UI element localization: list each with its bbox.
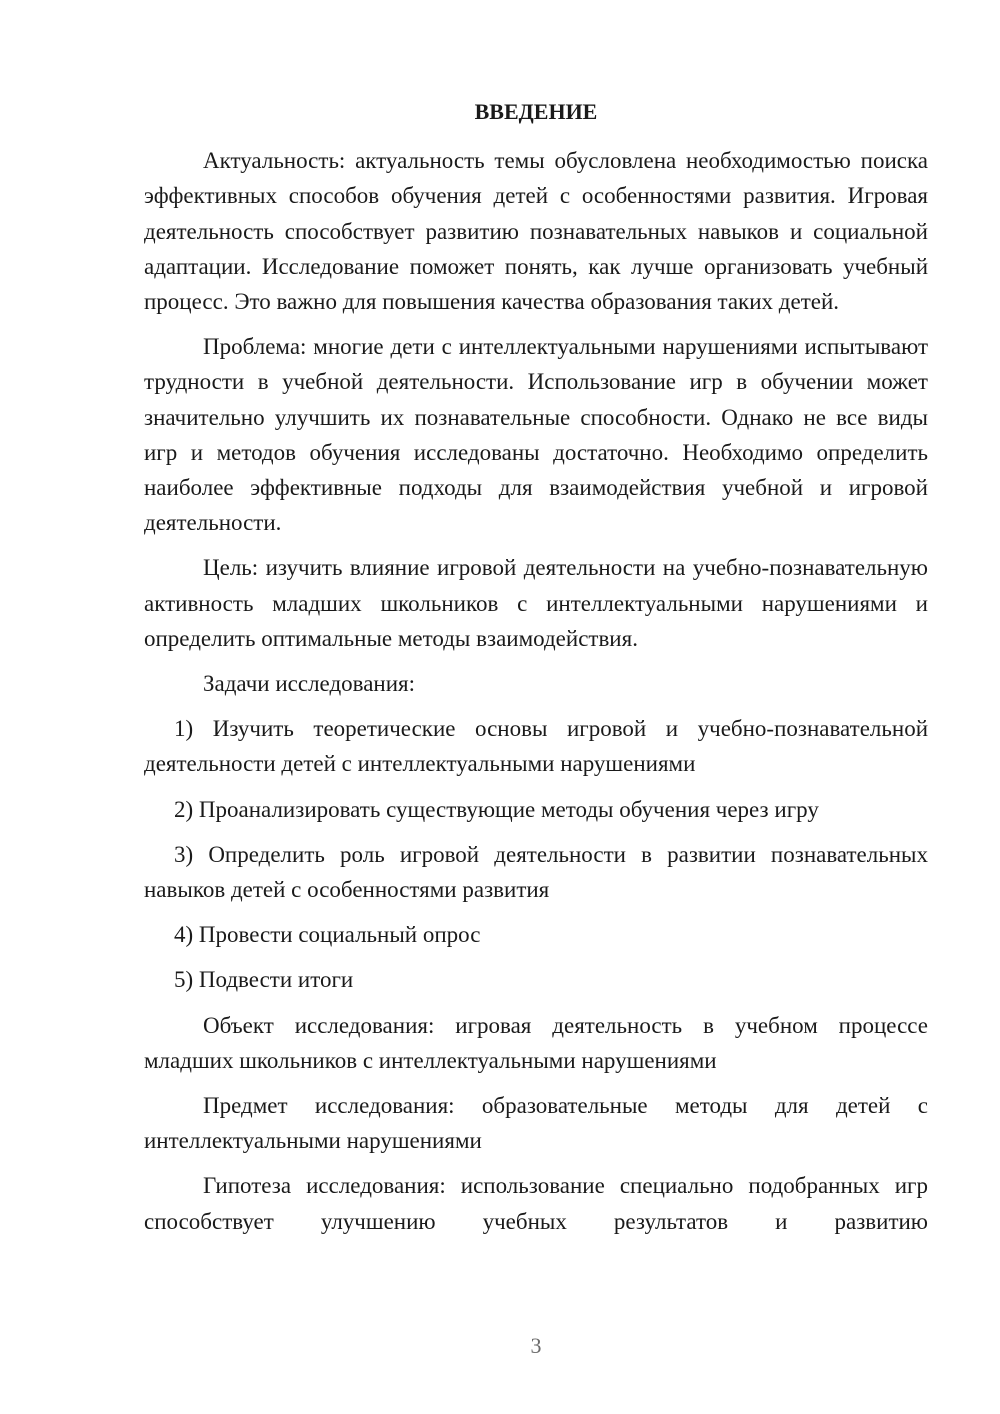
page-number: 3 [530, 1333, 542, 1358]
problem-paragraph: Проблема: многие дети с интеллектуальными нарушениями испытывают трудности в учебной деятельности. Использование игр в обучении может значительно улучшить их познавательные способности. Однако не все виды игр и методов обучения исследованы достаточно. Необходимо определить наиболее эффективные подходы для взаимодействия учебной и игровой деятельности. [144, 334, 928, 536]
tasks-heading: Задачи исследования: [203, 671, 416, 697]
relevance-paragraph: Актуальность: актуальность темы обусловлена необходимостью поиска эффективных способов обучения детей с особенностями развития. Игровая деятельность способствует развитию познавательных навыков и социальной адаптации. Исследование поможет понять, как лучше организовать учебный процесс. Это важно для повышения качества образования таких детей. [144, 148, 928, 315]
subject-paragraph: Предмет исследования: образовательные методы для детей с интеллектуальными нарушениями [144, 1093, 928, 1154]
hypothesis-paragraph: Гипотеза исследования: использование специально подобранных игр способствует улучшению учебных результатов и развитию [144, 1173, 928, 1234]
object-paragraph: Объект исследования: игровая деятельность в учебном процессе младших школьников с интеллектуальными нарушениями [144, 1012, 928, 1073]
document-body [144, 94, 928, 1249]
goal-paragraph: Цель: изучить влияние игровой деятельности на учебно-познавательную активность младших школьников с интеллектуальными нарушениями и определить оптимальные методы взаимодействия. [144, 555, 928, 651]
section-title: ВВЕДЕНИЕ [474, 99, 598, 124]
task-item: 1) Изучить теоретические основы игровой и учебно-познавательной деятельности детей с интеллектуальными нарушениями [144, 716, 928, 777]
task-item: 4) Провести социальный опрос [174, 922, 481, 948]
task-item: 2) Проанализировать существующие методы обучения через игру [174, 796, 819, 822]
task-item: 5) Подвести итоги [174, 967, 354, 993]
task-item: 3) Определить роль игровой деятельности в развитии познавательных навыков детей с особенностями развития [144, 841, 928, 903]
